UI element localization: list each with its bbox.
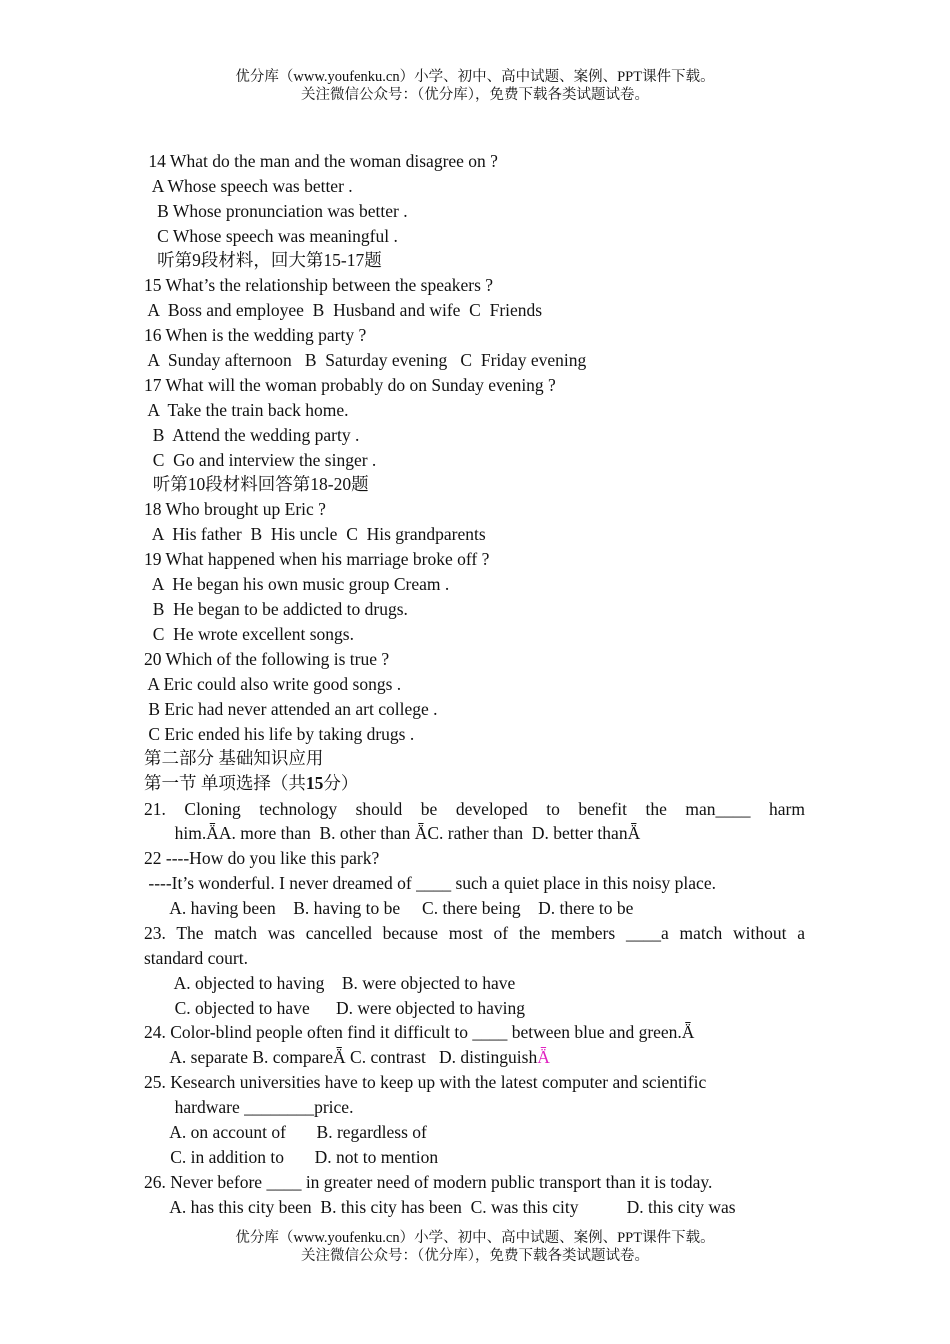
q16-options: A Sunday afternoon B Saturday evening C Friday evening xyxy=(144,350,587,370)
q17-option-c: C Go and interview the singer . xyxy=(144,450,377,470)
question-17: 17 What will the woman probably do on Sunday evening ? xyxy=(144,375,556,395)
q23-options-ab: A. objected to having B. were objected to have xyxy=(144,973,516,993)
q26-options: A. has this city been B. this city has been C. was this city D. this city was xyxy=(144,1197,736,1217)
q25-options-ab: A. on account of B. regardless of xyxy=(144,1122,427,1142)
q24-pink-glyph: Ǟ xyxy=(537,1047,550,1067)
question-16: 16 When is the wedding party ? xyxy=(144,325,367,345)
section-one-points: 15 xyxy=(305,773,324,793)
section-instruction-10: 听第10段材料回答第18-20题 xyxy=(144,474,369,494)
q17-option-b: B Attend the wedding party . xyxy=(144,425,360,445)
footer-line-1: 优分库（www.youfenku.cn）小学、初中、高中试题、案例、PPT课件下载。 xyxy=(235,1230,715,1246)
part-two-heading: 第二部分 基础知识应用 xyxy=(144,748,324,768)
q19-option-c: C He wrote excellent songs. xyxy=(144,624,354,644)
q23-continuation: standard court. xyxy=(144,948,248,968)
q18-options: A His father B His uncle C His grandparents xyxy=(144,524,486,544)
q22-answer-line: ----It’s wonderful. I never dreamed of ____ such a quiet place in this noisy place. xyxy=(144,873,716,893)
question-26: 26. Never before ____ in greater need of modern public transport than it is today. xyxy=(144,1172,713,1192)
question-15: 15 What’s the relationship between the speakers ? xyxy=(144,275,494,295)
q15-options: A Boss and employee B Husband and wife C Friends xyxy=(144,300,543,320)
q21-options: him.ǞA. more than B. other than ǞC. rather than D. better thanǞ xyxy=(144,823,641,843)
header-line-1: 优分库（www.youfenku.cn）小学、初中、高中试题、案例、PPT课件下载。 xyxy=(235,69,715,85)
footer-line-2: 关注微信公众号：（优分库），免费下载各类试题试卷。 xyxy=(301,1248,649,1264)
q14-option-c: C Whose speech was meaningful . xyxy=(144,226,398,246)
question-24: 24. Color-blind people often find it difficult to ____ between blue and green.Ǟ xyxy=(144,1022,695,1042)
question-19: 19 What happened when his marriage broke off ? xyxy=(144,549,490,569)
section-one-title: 第一节 单项选择（共 xyxy=(144,773,306,793)
q25-continuation: hardware ________price. xyxy=(144,1097,354,1117)
q17-option-a: A Take the train back home. xyxy=(144,400,349,420)
q14-option-a: A Whose speech was better . xyxy=(144,176,353,196)
section-one-unit: 分） xyxy=(323,773,359,793)
question-18: 18 Who brought up Eric ? xyxy=(144,499,326,519)
page-header xyxy=(0,68,950,104)
q24-options-text: A. separate B. compareǞ C. contrast D. distinguish xyxy=(144,1047,538,1067)
q19-option-b: B He began to be addicted to drugs. xyxy=(144,599,408,619)
q24-options xyxy=(144,1045,550,1069)
question-22: 22 ----How do you like this park? xyxy=(144,848,380,868)
question-20: 20 Which of the following is true ? xyxy=(144,649,390,669)
q19-option-a: A He began his own music group Cream . xyxy=(144,574,450,594)
question-25: 25. Kesearch universities have to keep up with the latest computer and scientific xyxy=(144,1072,707,1092)
page-footer xyxy=(0,1229,950,1265)
q25-options-cd: C. in addition to D. not to mention xyxy=(144,1147,439,1167)
q20-option-c: C Eric ended his life by taking drugs . xyxy=(144,724,415,744)
section-one-heading xyxy=(144,771,358,795)
question-14: 14 What do the man and the woman disagree on ? xyxy=(144,151,498,171)
q23-options-cd: C. objected to have D. were objected to having xyxy=(144,998,526,1018)
question-23: 23. The match was cancelled because most of the members ____a match without a xyxy=(144,923,805,943)
q20-option-a: A Eric could also write good songs . xyxy=(144,674,402,694)
question-21: 21. Cloning technology should be developed to benefit the man____ harm xyxy=(144,799,805,819)
section-instruction-9: 听第9段材料，回大第15-17题 xyxy=(144,250,382,270)
q22-options: A. having been B. having to be C. there being D. there to be xyxy=(144,898,634,918)
q14-option-b: B Whose pronunciation was better . xyxy=(144,201,408,221)
header-line-2: 关注微信公众号：（优分库），免费下载各类试题试卷。 xyxy=(301,87,649,103)
q20-option-b: B Eric had never attended an art college . xyxy=(144,699,438,719)
